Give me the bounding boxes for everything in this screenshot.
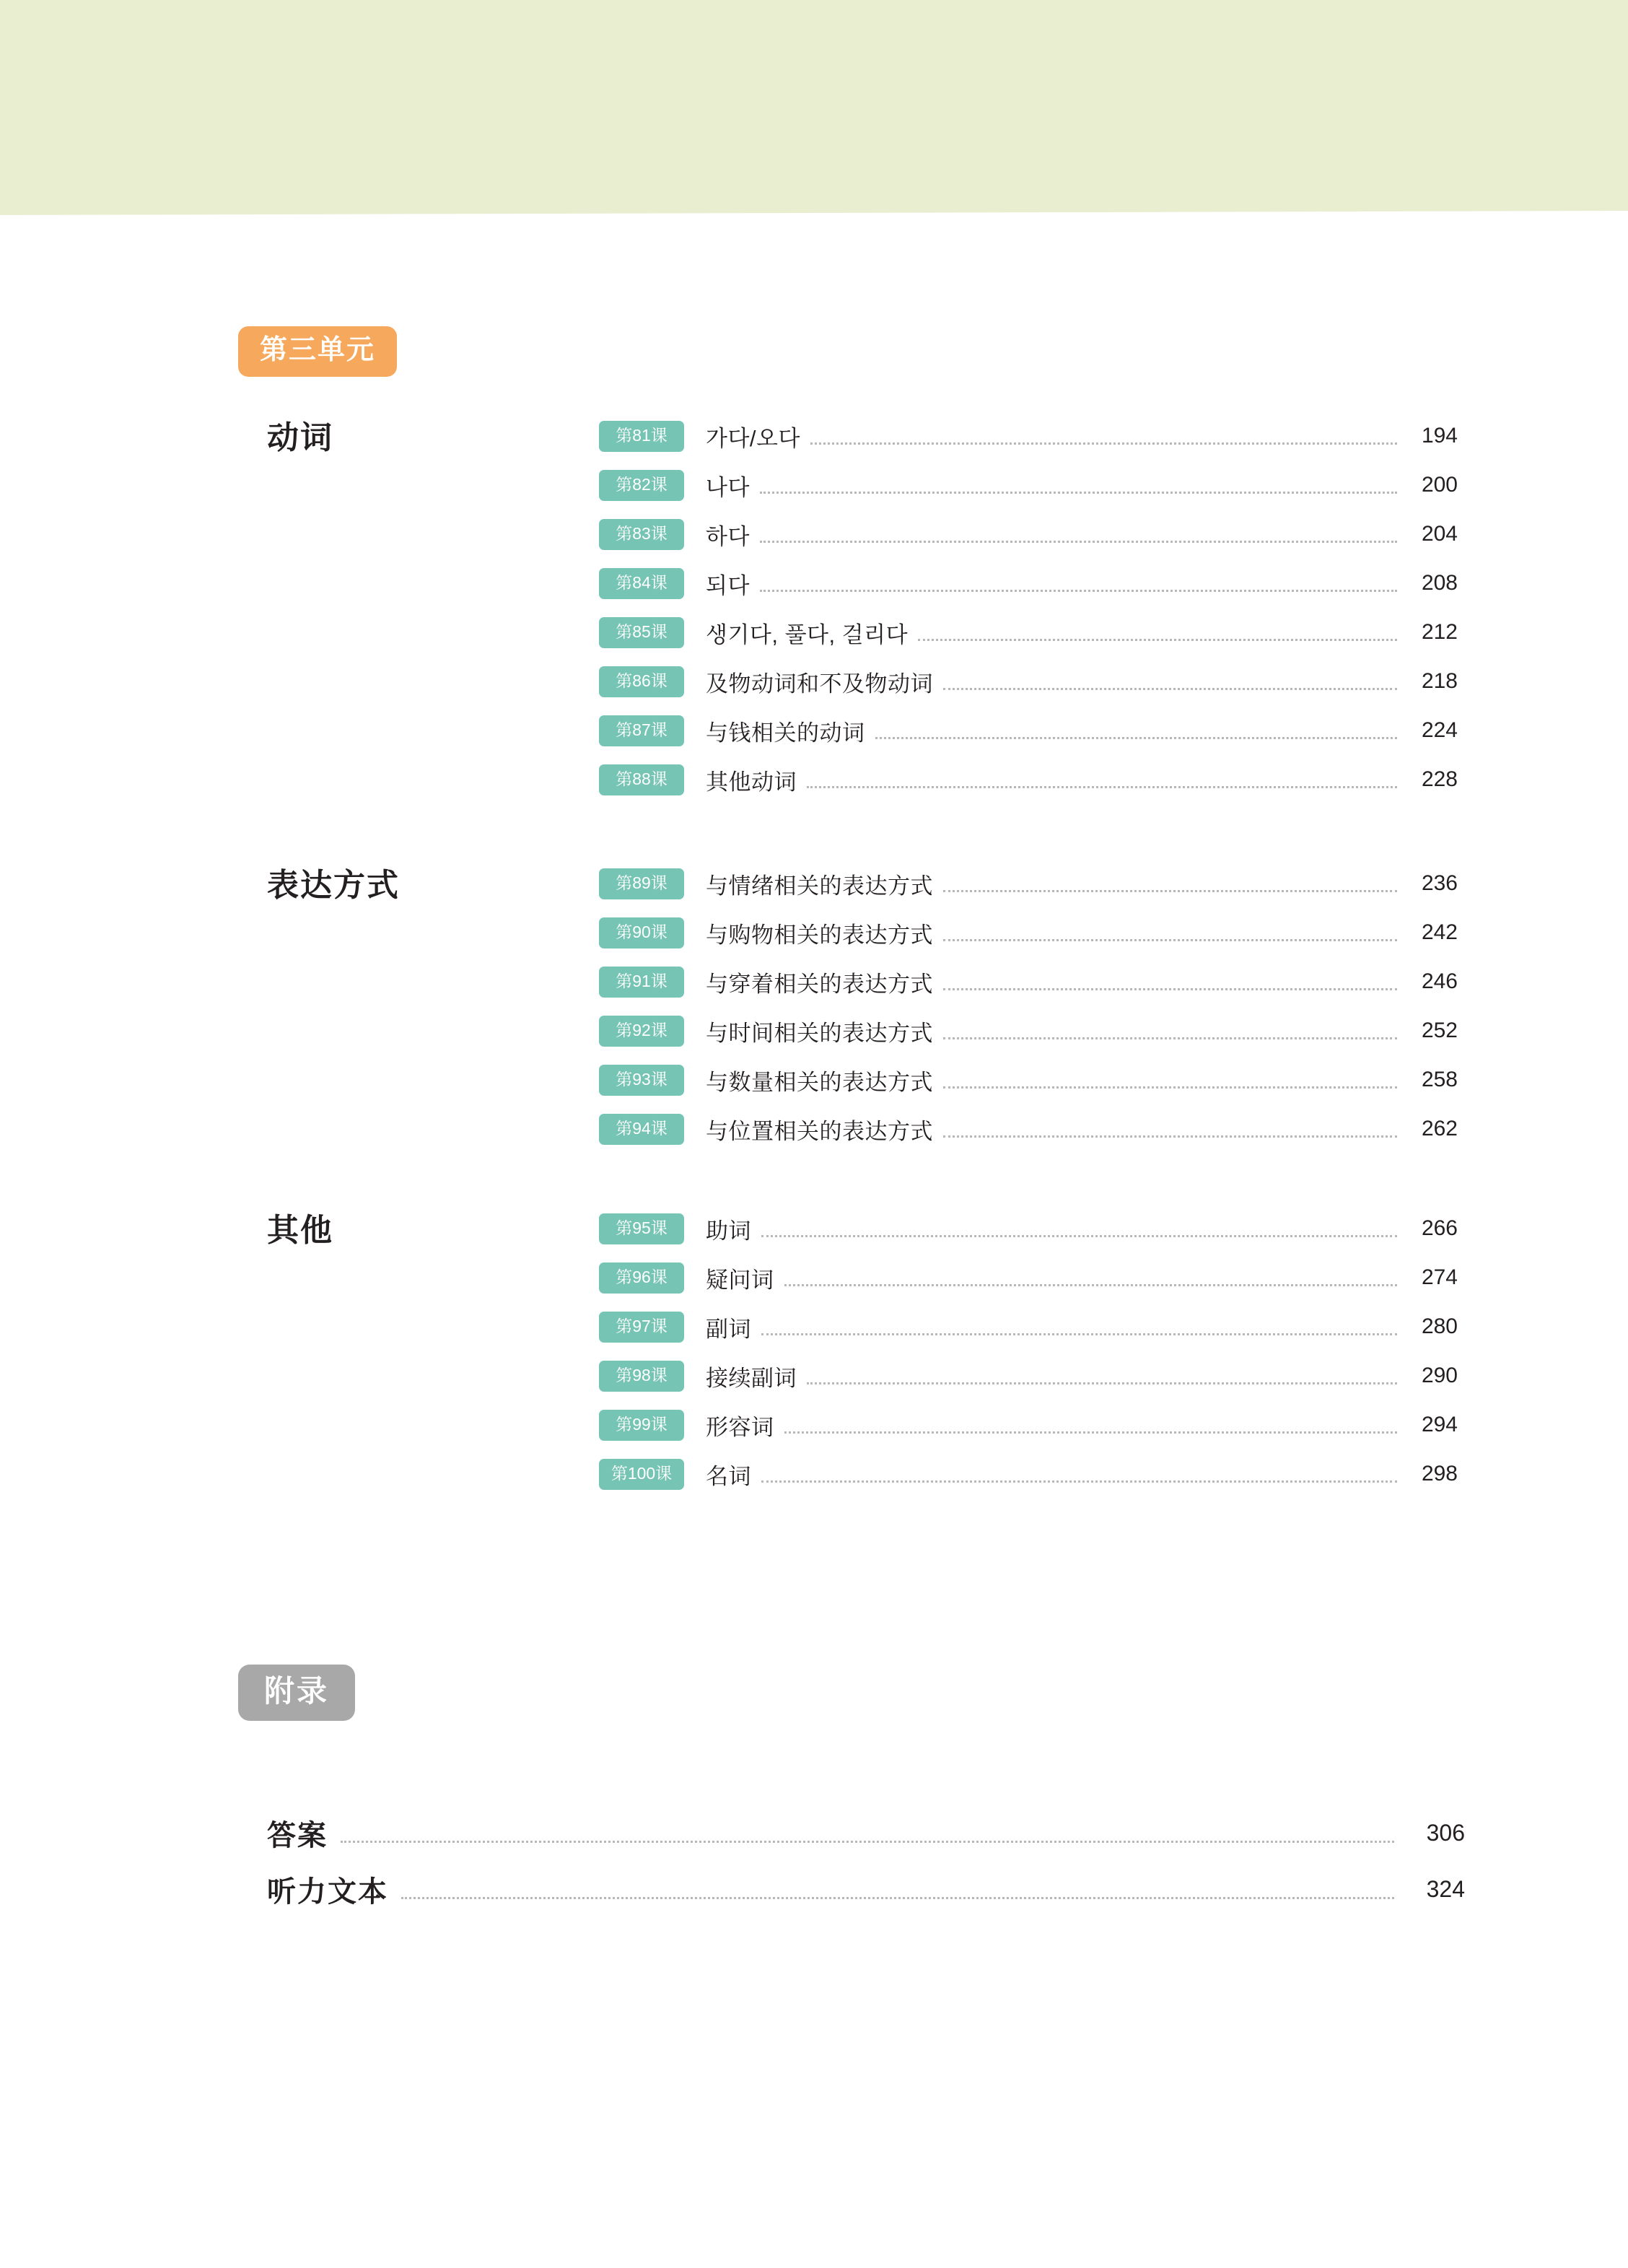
entry-title: 与位置相关的表达方式: [706, 1118, 933, 1144]
toc-entry[interactable]: [599, 755, 1458, 804]
entry-title: 与时间相关的表达方式: [706, 1020, 933, 1046]
entry-page-number: 208: [1421, 571, 1458, 595]
leader-dots: [943, 925, 1397, 941]
entry-page-number: 266: [1421, 1216, 1458, 1240]
entry-page-number: 200: [1421, 473, 1458, 497]
section-title: 动词: [267, 420, 333, 455]
entry-page-number: 294: [1421, 1413, 1458, 1436]
lesson-number-badge: 第99课: [599, 1410, 684, 1441]
entry-title: 接续副词: [706, 1365, 797, 1391]
entry-page-number: 212: [1421, 620, 1458, 644]
entry-title: 与数量相关的表达方式: [706, 1069, 933, 1095]
section-title: 其他: [267, 1213, 333, 1248]
entry-title: 名词: [706, 1463, 751, 1489]
toc-entry[interactable]: [599, 608, 1458, 657]
toc-entry[interactable]: [599, 1204, 1458, 1253]
leader-dots: [784, 1417, 1398, 1434]
lesson-number-badge: 第91课: [599, 967, 684, 998]
lesson-number-badge: 第86课: [599, 666, 684, 697]
entry-title: 助词: [706, 1218, 751, 1244]
entry-page-number: 252: [1421, 1019, 1458, 1042]
entry-page-number: 228: [1421, 767, 1458, 791]
lesson-number-badge: 第83课: [599, 519, 684, 550]
entry-title: 생기다, 풀다, 걸리다: [706, 621, 909, 647]
lesson-number-badge: 第93课: [599, 1065, 684, 1096]
entry-page-number: 194: [1421, 424, 1458, 448]
lesson-number-badge: 第94课: [599, 1114, 684, 1145]
lesson-number-badge: 第90课: [599, 917, 684, 948]
leader-dots: [943, 1121, 1397, 1138]
section-title: 表达方式: [267, 868, 400, 903]
appendix-badge: 附录: [238, 1665, 355, 1721]
entry-page-number: 246: [1421, 969, 1458, 993]
lesson-number-badge: 第96课: [599, 1262, 684, 1294]
toc-entry[interactable]: [599, 1400, 1458, 1449]
appendix-entry[interactable]: [267, 1805, 1465, 1861]
leader-dots: [875, 723, 1398, 739]
toc-entry[interactable]: [599, 559, 1458, 608]
section-entry-list: [599, 411, 1458, 804]
toc-entry[interactable]: [599, 657, 1458, 706]
entry-title: 나다: [706, 474, 750, 500]
leader-dots: [760, 477, 1397, 494]
toc-entry[interactable]: [599, 908, 1458, 957]
lesson-number-badge: 第81课: [599, 421, 684, 452]
entry-page-number: 224: [1421, 718, 1458, 742]
entry-title: 形容词: [706, 1414, 774, 1440]
leader-dots: [761, 1319, 1397, 1335]
toc-entry[interactable]: [599, 1351, 1458, 1400]
entry-title: 与钱相关的动词: [706, 720, 865, 746]
leader-dots: [341, 1823, 1394, 1843]
section-entry-list: [599, 859, 1458, 1153]
lesson-number-badge: 第85课: [599, 617, 684, 648]
leader-dots: [943, 1023, 1397, 1039]
entry-title: 副词: [706, 1316, 751, 1342]
leader-dots: [807, 1368, 1397, 1384]
toc-entry[interactable]: [599, 1055, 1458, 1104]
lesson-number-badge: 第87课: [599, 715, 684, 746]
toc-entry[interactable]: [599, 461, 1458, 510]
unit-badge: 第三单元: [238, 326, 397, 377]
entry-page-number: 280: [1421, 1314, 1458, 1338]
entry-title: 하다: [706, 523, 750, 549]
toc-entry[interactable]: [599, 1253, 1458, 1302]
entry-title: 与情绪相关的表达方式: [706, 873, 933, 899]
leader-dots: [760, 526, 1397, 543]
entry-title: 及物动词和不及物动词: [706, 671, 933, 697]
entry-page-number: 242: [1421, 920, 1458, 944]
lesson-number-badge: 第89课: [599, 868, 684, 899]
leader-dots: [760, 575, 1397, 592]
entry-title: 疑问词: [706, 1267, 774, 1293]
lesson-number-badge: 第100课: [599, 1459, 684, 1490]
appendix-entry-title: 答案: [267, 1819, 328, 1852]
lesson-number-badge: 第95课: [599, 1213, 684, 1244]
toc-entry[interactable]: [599, 411, 1458, 461]
appendix-entry[interactable]: [267, 1861, 1465, 1917]
leader-dots: [807, 772, 1397, 788]
entry-page-number: 274: [1421, 1265, 1458, 1289]
lesson-number-badge: 第84课: [599, 568, 684, 599]
leader-dots: [943, 876, 1397, 892]
lesson-number-badge: 第98课: [599, 1361, 684, 1392]
lesson-number-badge: 第88课: [599, 764, 684, 795]
toc-entry[interactable]: [599, 706, 1458, 755]
entry-page-number: 262: [1421, 1117, 1458, 1140]
appendix-page-number: 306: [1426, 1819, 1465, 1846]
leader-dots: [918, 624, 1397, 641]
lesson-number-badge: 第82课: [599, 470, 684, 501]
decorative-top-band: [0, 0, 1628, 217]
appendix-list: [267, 1805, 1465, 1917]
toc-entry[interactable]: [599, 957, 1458, 1006]
toc-entry[interactable]: [599, 1302, 1458, 1351]
leader-dots: [784, 1270, 1398, 1286]
entry-title: 与穿着相关的表达方式: [706, 971, 933, 997]
leader-dots: [943, 1072, 1397, 1089]
leader-dots: [401, 1880, 1394, 1899]
entry-page-number: 204: [1421, 522, 1458, 546]
toc-entry[interactable]: [599, 1449, 1458, 1499]
lesson-number-badge: 第92课: [599, 1016, 684, 1047]
entry-title: 가다/오다: [706, 425, 800, 451]
entry-page-number: 290: [1421, 1364, 1458, 1387]
leader-dots: [943, 974, 1397, 990]
entry-title: 与购物相关的表达方式: [706, 922, 933, 948]
appendix-page-number: 324: [1426, 1875, 1465, 1902]
lesson-number-badge: 第97课: [599, 1312, 684, 1343]
entry-page-number: 258: [1421, 1068, 1458, 1091]
leader-dots: [761, 1221, 1397, 1237]
leader-dots: [810, 428, 1397, 445]
toc-entry[interactable]: [599, 510, 1458, 559]
section-entry-list: [599, 1204, 1458, 1499]
leader-dots: [943, 673, 1397, 690]
entry-page-number: 236: [1421, 871, 1458, 895]
leader-dots: [761, 1466, 1397, 1483]
toc-entry[interactable]: [599, 1006, 1458, 1055]
toc-entry[interactable]: [599, 1104, 1458, 1153]
entry-page-number: 298: [1421, 1462, 1458, 1486]
entry-title: 其他动词: [706, 769, 797, 795]
appendix-entry-title: 听力文本: [267, 1875, 388, 1908]
entry-page-number: 218: [1421, 669, 1458, 693]
entry-title: 되다: [706, 572, 750, 598]
toc-entry[interactable]: [599, 859, 1458, 908]
